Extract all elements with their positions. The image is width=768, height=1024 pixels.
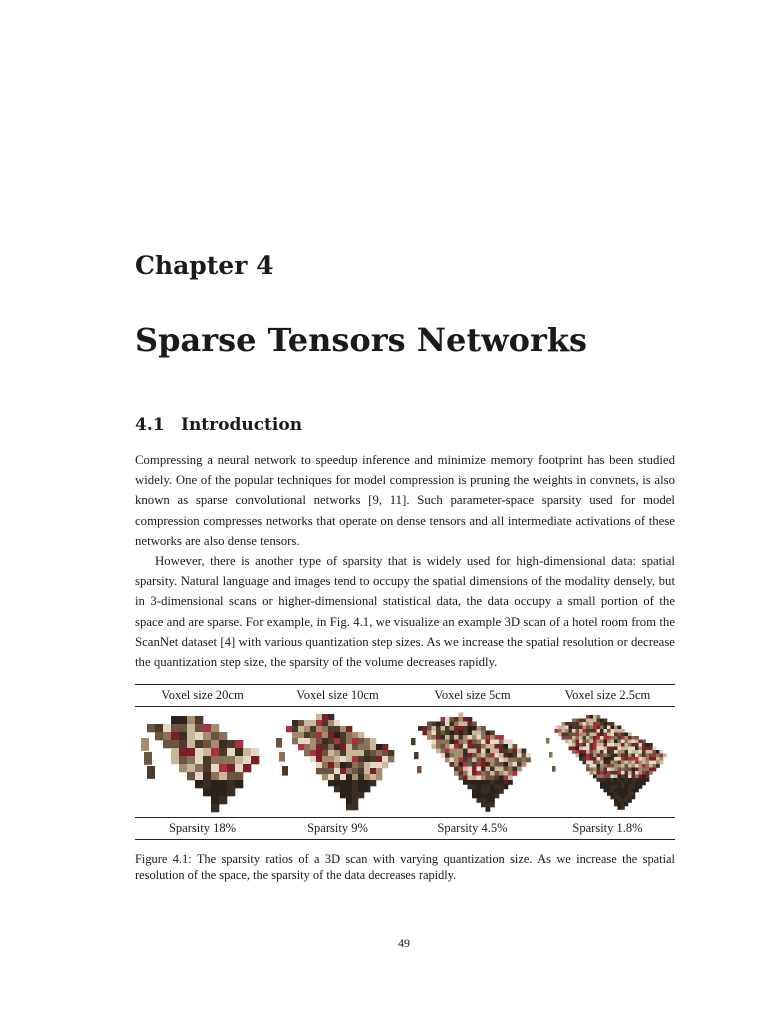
paragraph: However, there is another type of sparsity that is widely used for high-dimensional data: spatial sparsity. Natural language and images tend to occupy the spatial dimensions of the modality densely, but in 3-dimensional scans or higher-dimensional statistical data, the data occupy a small portion of the space and are sparse. For example, in Fig. 4.1, we visualize an example 3D scan of a hotel room from the ScanNet dataset [4] with various quantization step sizes. As we increase the spatial resolution or decrease the quantization step size, the sparsity of the volume decreases rapidly.	[135, 554, 675, 670]
scan-voxels	[141, 716, 259, 812]
page-number: 49	[398, 936, 410, 950]
scan-image-cell	[540, 707, 675, 817]
figure-bottom-rule	[135, 839, 675, 840]
section-number: 4.1	[135, 415, 165, 435]
voxel-size-label: Voxel size 5cm	[434, 688, 511, 702]
scan-image-cell	[135, 707, 270, 817]
sparsity-label: Sparsity 4.5%	[437, 821, 508, 835]
figure-image-row	[135, 707, 675, 817]
voxel-scan-image	[544, 708, 672, 816]
scan-voxels	[411, 713, 531, 812]
voxel-size-label: Voxel size 10cm	[296, 688, 379, 702]
voxel-size-label: Voxel size 20cm	[161, 688, 244, 702]
voxel-scan-image	[139, 708, 267, 816]
figure-header-row	[135, 685, 675, 706]
scan-image-cell	[270, 707, 405, 817]
figure-4-1	[135, 684, 675, 840]
voxel-size-label: Voxel size 2.5cm	[564, 688, 651, 702]
scan-image-cell	[405, 707, 540, 817]
body-text	[135, 450, 675, 672]
sparsity-label: Sparsity 18%	[168, 821, 236, 835]
figure-caption: Figure 4.1: The sparsity ratios of a 3D scan with varying quantization size. As we increase the spatial resolution of the space, the sparsity of the data decreases rapidly.	[135, 852, 675, 882]
chapter-title: Sparse Tensors Networks	[135, 321, 588, 359]
paragraph: Compressing a neural network to speedup inference and minimize memory footprint has been studied widely. One of the popular techniques for model compression is pruning the weights in convnets, is also known as sparse convolutional networks [9, 11]. Such parameter-space sparsity used for model compression compresses networks that operate on dense tensors and all intermediate activations of these networks are also dense tensors.	[135, 453, 675, 548]
chapter-label: Chapter 4	[135, 251, 274, 280]
voxel-scan-image	[409, 708, 537, 816]
sparsity-label: Sparsity 9%	[307, 821, 368, 835]
figure-footer-row	[135, 818, 675, 839]
sparsity-label: Sparsity 1.8%	[572, 821, 643, 835]
section-heading	[135, 413, 302, 437]
section-title: Introduction	[181, 415, 303, 435]
voxel-scan-image	[274, 708, 402, 816]
scan-voxels	[276, 714, 394, 810]
scan-voxels	[546, 715, 667, 810]
